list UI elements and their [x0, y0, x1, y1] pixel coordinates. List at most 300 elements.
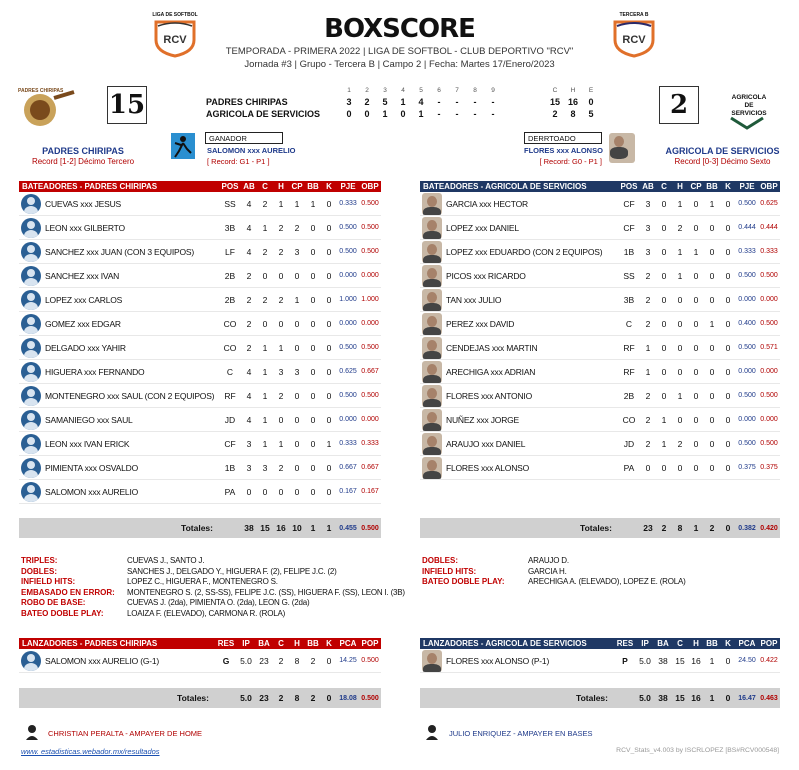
note-value: MONTENEGRO S. (2, SS-SS), FELIPE J.C. (SS), HIGUERA F. (SS), LEON I. (3B)	[127, 587, 405, 597]
stat-pje: 0.500	[738, 392, 756, 399]
stat-pje: 0.000	[339, 416, 357, 423]
stat-h: 2	[278, 294, 284, 305]
total-ab: 38	[244, 523, 254, 533]
column-header: PCA	[339, 639, 357, 648]
stat-bb: 0	[709, 414, 715, 425]
results-link[interactable]: www. estadisticas.webador.mx/resultados	[21, 747, 160, 756]
column-header: BA	[657, 639, 669, 648]
season-line: TEMPORADA - PRIMERA 2022 | LIGA DE SOFTBOL - CLUB DEPORTIVO "RCV"	[225, 46, 574, 57]
column-header: IP	[641, 639, 649, 648]
column-header: AB	[642, 182, 654, 191]
stat-h: 16	[691, 655, 701, 666]
table-row	[420, 312, 780, 336]
away-team-record: Record [0-3] Décimo Sexto	[674, 157, 771, 166]
home-batting-rows	[19, 192, 381, 504]
stat-h: 2	[278, 222, 284, 233]
note-line	[422, 567, 782, 578]
column-header: OBP	[361, 182, 379, 191]
winner-pitcher-icon	[171, 133, 195, 159]
home-batting-totals	[19, 518, 381, 538]
table-row	[420, 360, 780, 384]
player-name: CUEVAS xxx JESUS	[45, 198, 121, 209]
column-header: BB	[307, 182, 319, 191]
stat-c: 0	[262, 486, 268, 497]
column-header: C	[262, 182, 268, 191]
stat-pos: CO	[622, 414, 636, 425]
player-name: ARAUJO xxx DANIEL	[446, 438, 526, 449]
player-photo-icon	[21, 482, 41, 502]
stat-ab: 4	[246, 366, 252, 377]
column-header: CP	[690, 182, 702, 191]
away-score: 2	[659, 86, 699, 124]
pitching-column-headers	[614, 638, 780, 649]
total-h: 8	[294, 693, 300, 703]
stat-k: 0	[326, 270, 332, 281]
stat-bb: 0	[310, 222, 316, 233]
stat-k: 0	[326, 462, 332, 473]
stat-obp: 0.000	[361, 416, 379, 423]
note-key: BATEO DOBLE PLAY:	[21, 608, 104, 618]
player-photo-icon	[21, 266, 41, 286]
stat-k: 0	[725, 390, 731, 401]
division-logo-text: RCV	[622, 34, 646, 46]
table-row	[19, 192, 381, 216]
inning-score: 0	[346, 109, 352, 119]
inning-header: 4	[401, 87, 405, 94]
player-name: GOMEZ xxx EDGAR	[45, 318, 121, 329]
home-team-record: Record [1-2] Décimo Tercero	[31, 157, 135, 166]
home-batting-title: BATEADORES - PADRES CHIRIPAS	[22, 182, 158, 191]
stat-cp: 3	[294, 366, 300, 377]
stat-c: 0	[661, 366, 667, 377]
player-name: FLORES xxx ALONSO	[446, 462, 530, 473]
stat-k: 0	[725, 246, 731, 257]
inning-score: -	[473, 109, 477, 119]
inning-header: 9	[491, 87, 495, 94]
stat-obp: 0.625	[760, 200, 778, 207]
stat-cp: 0	[693, 342, 699, 353]
stat-pos: LF	[225, 246, 235, 257]
away-batting-table	[420, 181, 780, 480]
stat-pje: 0.000	[339, 320, 357, 327]
stat-bb: 0	[709, 390, 715, 401]
stat-pje: 0.625	[339, 368, 357, 375]
stat-obp: 0.167	[361, 488, 379, 495]
player-name: PICOS xxx RICARDO	[446, 270, 526, 281]
stat-pos: PA	[623, 462, 635, 473]
version-text: RCV_Stats_v4.003 by ISCRLOPEZ [BS#RCV000548]	[616, 747, 779, 754]
stat-cp: 0	[693, 270, 699, 281]
stat-obp: 0.333	[760, 248, 778, 255]
total-h: 16	[691, 693, 701, 703]
player-name: SANCHEZ xxx JUAN (CON 3 EQUIPOS)	[45, 246, 194, 257]
stat-k: 0	[725, 655, 731, 666]
inning-score: -	[437, 109, 441, 119]
table-row	[19, 240, 381, 264]
stat-cp: 0	[693, 318, 699, 329]
stat-obp: 0.500	[760, 440, 778, 447]
total-ip: 5.0	[639, 693, 651, 703]
away-batting-header	[420, 181, 780, 192]
stat-pos: 2B	[224, 270, 236, 281]
stat-pje: 0.500	[738, 200, 756, 207]
stat-ab: 2	[645, 438, 651, 449]
stat-pos: JD	[623, 438, 635, 449]
totals-label: Totales:	[576, 693, 608, 703]
away-pitching-totals	[420, 688, 780, 708]
total-c: 15	[675, 693, 685, 703]
winner-record: [ Record: G1 - P1 ]	[207, 157, 270, 166]
stat-bb: 0	[709, 294, 715, 305]
stat-cp: 0	[294, 390, 300, 401]
stat-k: 0	[326, 294, 332, 305]
spacer	[502, 97, 546, 107]
home-notes	[21, 556, 405, 620]
note-key: INFIELD HITS:	[21, 577, 76, 587]
inning-header: 3	[383, 87, 387, 94]
table-row	[420, 264, 780, 288]
note-key: BATEO DOBLE PLAY:	[422, 577, 505, 587]
column-header: K	[725, 182, 731, 191]
stat-h: 2	[278, 246, 284, 257]
stat-obp: 0.333	[361, 440, 379, 447]
column-header: POS	[620, 182, 638, 191]
note-key: DOBLES:	[21, 566, 57, 576]
table-row	[19, 480, 381, 504]
inning-score: 0	[400, 109, 406, 119]
inning-score: -	[455, 109, 459, 119]
column-header: OBP	[760, 182, 778, 191]
stat-k: 0	[725, 294, 731, 305]
stat-c: 2	[262, 294, 268, 305]
stat-cp: 1	[294, 198, 300, 209]
stat-ab: 3	[246, 438, 252, 449]
stat-bb: 0	[310, 486, 316, 497]
column-header: RES	[616, 639, 634, 648]
stat-pos: JD	[224, 414, 236, 425]
inning-score: -	[437, 97, 441, 107]
stat-ip: 5.0	[639, 655, 651, 666]
player-name: SALOMON xxx AURELIO	[45, 486, 139, 497]
column-header: H	[677, 182, 683, 191]
stat-pje: 0.167	[339, 488, 357, 495]
stat-pje: 0.333	[339, 440, 357, 447]
inning-score: 1	[400, 97, 406, 107]
stat-pos: CO	[223, 318, 237, 329]
stat-cp: 0	[294, 318, 300, 329]
stat-ab: 4	[246, 390, 252, 401]
stat-ab: 1	[645, 342, 651, 353]
inning-score: 0	[364, 109, 370, 119]
stat-k: 1	[326, 438, 332, 449]
inning-score: 1	[382, 109, 388, 119]
stat-bb: 1	[709, 198, 715, 209]
stat-bb: 0	[310, 438, 316, 449]
player-photo-icon	[21, 242, 41, 262]
total-cp: 10	[292, 523, 302, 533]
stat-pje: 0.000	[738, 416, 756, 423]
stat-ab: 0	[645, 462, 651, 473]
away-pitching-table	[420, 638, 780, 673]
batting-column-headers	[618, 181, 780, 192]
note-value: LOPEZ C., HIGUERA F., MONTENEGRO S.	[127, 577, 278, 587]
stat-bb: 1	[709, 318, 715, 329]
stat-pje: 0.444	[738, 224, 756, 231]
stat-k: 0	[326, 342, 332, 353]
stat-ab: 4	[246, 414, 252, 425]
linescore-team: AGRICOLA DE SERVICIOS	[206, 109, 321, 119]
total-ba: 23	[259, 693, 269, 703]
stat-ab: 2	[645, 414, 651, 425]
inning-header: 7	[455, 87, 459, 94]
player-photo-icon	[422, 457, 442, 479]
table-row	[19, 312, 381, 336]
away-batting-rows	[420, 192, 780, 480]
home-team-logo	[18, 86, 78, 130]
column-header: H	[278, 182, 284, 191]
stat-pos: 2B	[224, 294, 236, 305]
stat-ip: 5.0	[240, 655, 252, 666]
note-line	[21, 598, 391, 609]
stat-cp: 1	[693, 246, 699, 257]
rhe-header: C	[552, 87, 558, 94]
inning-header: 2	[365, 87, 369, 94]
player-photo-icon	[21, 410, 41, 430]
stat-ab: 4	[246, 198, 252, 209]
stat-cp: 2	[294, 222, 300, 233]
note-line	[21, 587, 405, 599]
stat-k: 0	[326, 198, 332, 209]
stat-c: 1	[661, 438, 667, 449]
player-photo-icon	[21, 194, 41, 214]
stat-ab: 3	[645, 246, 651, 257]
column-header: AB	[243, 182, 255, 191]
column-header: POP	[361, 639, 379, 648]
stat-pos: C	[226, 366, 234, 377]
note-line	[21, 609, 391, 620]
stat-c: 1	[661, 414, 667, 425]
note-line	[422, 577, 782, 588]
stat-cp: 0	[693, 198, 699, 209]
away-pitching-title: LANZADORES - AGRICOLA DE SERVICIOS	[423, 639, 587, 648]
column-header: K	[326, 639, 332, 648]
total-c: 2	[661, 523, 667, 533]
stat-h: 1	[278, 438, 284, 449]
totals-label: Totales:	[181, 523, 213, 533]
stat-ab: 3	[645, 222, 651, 233]
away-pitching-header	[420, 638, 780, 649]
stat-h: 0	[677, 318, 683, 329]
stat-ba: 38	[658, 655, 668, 666]
table-row	[420, 384, 780, 408]
stat-obp: 0.500	[361, 344, 379, 351]
inning-score: -	[491, 109, 495, 119]
stat-k: 0	[326, 318, 332, 329]
stat-c: 1	[262, 342, 268, 353]
total-pop: 0.500	[361, 694, 379, 702]
player-name: PIMIENTA xxx OSVALDO	[45, 462, 138, 473]
stat-c: 1	[262, 414, 268, 425]
stat-pos: 1B	[224, 462, 236, 473]
stat-h: 8	[294, 655, 300, 666]
stat-obp: 0.667	[361, 368, 379, 375]
total-c: 2	[278, 693, 284, 703]
total-ab: 23	[643, 523, 653, 533]
stat-cp: 0	[693, 390, 699, 401]
stat-h: 1	[677, 198, 683, 209]
stat-ab: 2	[645, 318, 651, 329]
stat-k: 0	[326, 366, 332, 377]
stat-pje: 0.333	[738, 248, 756, 255]
stat-c: 15	[675, 655, 685, 666]
stat-c: 0	[262, 318, 268, 329]
stat-pje: 0.000	[738, 368, 756, 375]
stat-c: 0	[661, 198, 667, 209]
inning-header: 1	[347, 87, 351, 94]
stat-pos: C	[625, 318, 633, 329]
stat-cp: 0	[693, 366, 699, 377]
stat-cp: 0	[693, 462, 699, 473]
table-row	[420, 408, 780, 432]
stat-c: 3	[262, 462, 268, 473]
stat-k: 0	[725, 438, 731, 449]
stat-bb: 0	[310, 414, 316, 425]
player-photo-icon	[21, 386, 41, 406]
table-row	[19, 384, 381, 408]
stat-pje: 0.500	[339, 248, 357, 255]
batting-column-headers	[219, 181, 381, 192]
stat-h: 1	[677, 270, 683, 281]
pitcher-name: FLORES xxx ALONSO (P-1)	[446, 655, 550, 666]
stat-c: 1	[262, 438, 268, 449]
stat-cp: 0	[294, 486, 300, 497]
player-photo-icon	[422, 361, 442, 383]
total-pje: 0.455	[339, 524, 357, 532]
table-row	[19, 264, 381, 288]
stat-k: 0	[725, 198, 731, 209]
loser-record: [ Record: G0 - P1 ]	[539, 157, 602, 166]
stat-pje: 0.500	[339, 224, 357, 231]
stat-pos: 1B	[623, 246, 635, 257]
stat-k: 0	[725, 414, 731, 425]
player-name: LEON xxx GILBERTO	[45, 222, 125, 233]
total-k: 0	[725, 693, 731, 703]
stat-h: 0	[278, 318, 284, 329]
rhe-header: H	[570, 87, 576, 94]
stat-k: 0	[326, 222, 332, 233]
column-header: C	[278, 639, 284, 648]
note-line	[21, 577, 391, 588]
note-value: ARECHIGA A. (ELEVADO), LOPEZ E. (ROLA)	[528, 577, 686, 587]
stat-bb: 0	[310, 390, 316, 401]
stat-pje: 0.400	[738, 320, 756, 327]
stat-pje: 0.500	[738, 440, 756, 447]
note-key: EMBASADO EN ERROR:	[21, 587, 115, 597]
stat-h: 2	[677, 222, 683, 233]
stat-h: 0	[677, 294, 683, 305]
total-pje: 0.382	[738, 524, 756, 532]
table-row	[19, 456, 381, 480]
stat-bb: 0	[709, 366, 715, 377]
home-score: 15	[107, 86, 147, 124]
stat-cp: 0	[294, 438, 300, 449]
stat-ab: 2	[246, 294, 252, 305]
player-photo-icon	[21, 434, 41, 454]
note-value: CUEVAS J. (2da), PIMIENTA O. (2da), LEON G. (2da)	[127, 598, 310, 608]
stat-h: 1	[278, 342, 284, 353]
inning-header: 6	[437, 87, 441, 94]
spacer	[502, 109, 546, 119]
stat-ab: 2	[246, 342, 252, 353]
player-name: LOPEZ xxx EDUARDO (CON 2 EQUIPOS)	[446, 246, 603, 257]
player-photo-icon	[422, 409, 442, 431]
stat-cp: 0	[693, 438, 699, 449]
totals-label: Totales:	[580, 523, 612, 533]
table-row	[19, 288, 381, 312]
stat-pca: 14.25	[339, 657, 357, 664]
winner-name: SALOMON xxx AURELIO	[207, 146, 296, 155]
column-header: POP	[760, 639, 778, 648]
stat-c: 0	[661, 462, 667, 473]
player-photo-icon	[422, 265, 442, 287]
stat-ab: 3	[246, 462, 252, 473]
pitching-column-headers	[215, 638, 381, 649]
stat-c: 0	[661, 270, 667, 281]
player-name: LOPEZ xxx DANIEL	[446, 222, 519, 233]
home-team-name: PADRES CHIRIPAS	[42, 146, 124, 156]
stat-pje: 0.000	[339, 272, 357, 279]
stat-bb: 0	[310, 342, 316, 353]
table-row	[420, 288, 780, 312]
stat-obp: 0.500	[760, 272, 778, 279]
inning-score: -	[473, 97, 477, 107]
stat-bb: 0	[709, 270, 715, 281]
stat-k: 0	[725, 270, 731, 281]
stat-obp: 0.000	[361, 272, 379, 279]
player-photo-icon	[422, 433, 442, 455]
stat-h: 1	[278, 198, 284, 209]
player-name: LEON xxx IVAN ERICK	[45, 438, 130, 449]
inning-score: -	[455, 97, 459, 107]
rhe-value: 16	[567, 97, 578, 107]
stat-cp: 0	[693, 294, 699, 305]
column-header: CP	[291, 182, 303, 191]
total-k: 0	[725, 523, 731, 533]
rhe-value: 15	[549, 97, 560, 107]
table-row	[19, 216, 381, 240]
column-header: BB	[307, 639, 319, 648]
stat-cp: 0	[294, 342, 300, 353]
column-header: H	[294, 639, 300, 648]
player-name: MONTENEGRO xxx SAUL (CON 2 EQUIPOS)	[45, 390, 215, 401]
stat-cp: 0	[294, 462, 300, 473]
table-row	[19, 336, 381, 360]
total-k: 0	[326, 693, 332, 703]
table-row	[420, 216, 780, 240]
rhe-value: 2	[552, 109, 558, 119]
total-pca: 16.47	[738, 694, 756, 702]
inning-score: -	[491, 97, 495, 107]
total-h: 16	[276, 523, 286, 533]
stat-ab: 2	[246, 318, 252, 329]
stat-obp: 0.571	[760, 344, 778, 351]
column-header: H	[693, 639, 699, 648]
rhe-value: 8	[570, 109, 576, 119]
note-line	[21, 556, 391, 567]
table-row	[19, 649, 381, 673]
table-row	[19, 432, 381, 456]
umpire-bases: JULIO ENRIQUEZ - AMPAYER EN BASES	[449, 729, 593, 738]
